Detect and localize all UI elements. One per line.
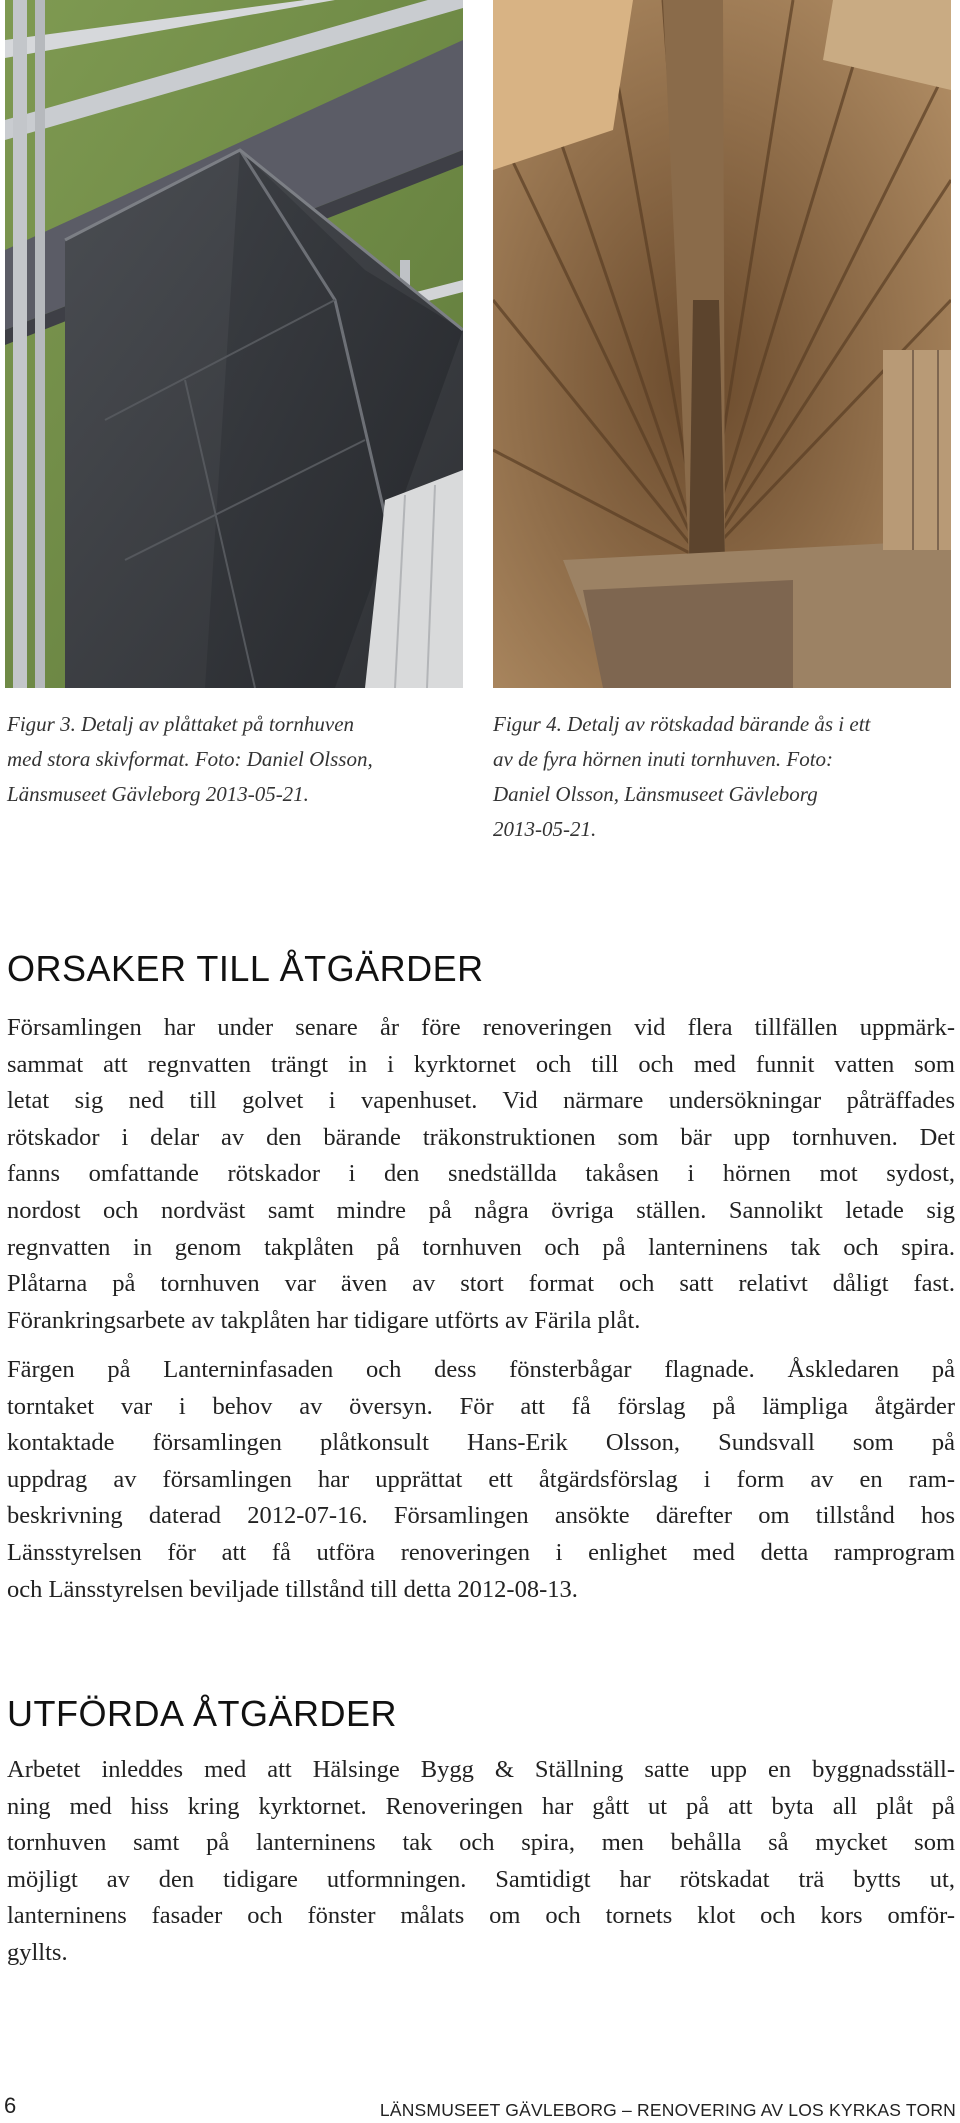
text-line: kontaktade församlingen plåtkonsult Hans-Erik Olsson, Sundsvall som på xyxy=(7,1429,955,1457)
paragraph-orsaker-2 xyxy=(7,1352,955,1608)
text-line: letat sig ned till golvet i vapenhuset. Vid närmare undersökningar påträffades xyxy=(7,1087,955,1115)
figure-3-photo xyxy=(5,0,463,688)
page-number: 6 xyxy=(4,2093,17,2118)
text-line: torntaket var i behov av översyn. För att få förslag på lämpliga åtgärder xyxy=(7,1392,955,1420)
running-title: LÄNSMUSEET GÄVLEBORG – RENOVERING AV LOS KYRKAS TORN xyxy=(379,2100,956,2120)
text-line: beskrivning daterad 2012-07-16. Församlingen ansökte därefter om tillstånd hos xyxy=(7,1502,955,1530)
caption-line: av de fyra hörnen inuti tornhuven. Foto: xyxy=(493,747,834,771)
section-heading-utforda: UTFÖRDA ÅTGÄRDER xyxy=(7,1693,398,1734)
text-line: fanns omfattande rötskador i den snedställda takåsen i hörnen mot sydost, xyxy=(7,1160,955,1188)
text-line: Församlingen har under senare år före renoveringen vid flera tillfällen uppmärk- xyxy=(7,1014,955,1041)
text-line: tornhuven samt på lanterninens tak och spira, men behålla så mycket som xyxy=(7,1829,955,1857)
caption-line: Figur 3. Detalj av plåttaket på tornhuven xyxy=(7,712,355,736)
caption-line: Daniel Olsson, Länsmuseet Gävleborg xyxy=(493,782,818,806)
figure-4-caption xyxy=(493,707,953,847)
text-line: ning med hiss kring kyrktornet. Renoveringen har gått ut på att byta all plåt på xyxy=(7,1792,955,1820)
text-line: nordost och nordväst samt mindre på några övriga ställen. Sannolikt letade sig xyxy=(7,1196,955,1224)
caption-line: Länsmuseet Gävleborg 2013-05-21. xyxy=(7,782,309,806)
roof-plates-image xyxy=(5,0,463,688)
paragraph-utforda-1 xyxy=(7,1752,955,1972)
paragraph-orsaker-1 xyxy=(7,1010,955,1339)
caption-line: Figur 4. Detalj av rötskadad bärande ås i ett xyxy=(493,712,871,736)
caption-line: 2013-05-21. xyxy=(493,817,597,841)
text-line: uppdrag av församlingen har upprättat ett åtgärdsförslag i form av en ram- xyxy=(7,1465,955,1493)
text-line: Förankringsarbete av takplåten har tidigare utförts av Färila plåt. xyxy=(7,1306,641,1334)
text-line: sammat att regnvatten trängt in i kyrktornet och till och med funnit vatten som xyxy=(7,1050,955,1078)
text-line: Länsstyrelsen för att få utföra renoveringen i enlighet med detta ramprogram xyxy=(7,1538,955,1566)
text-line: rötskador i delar av den bärande träkonstruktionen som bär upp tornhuven. Det xyxy=(7,1123,955,1151)
text-line: regnvatten in genom takplåten på tornhuven och på lanterninens tak och spira. xyxy=(7,1233,955,1261)
text-line: gyllts. xyxy=(7,1938,68,1966)
text-line: Färgen på Lanterninfasaden och dess fönsterbågar flagnade. Åskledaren på xyxy=(7,1356,955,1383)
text-line: möjligt av den tidigare utformningen. Samtidigt har rötskadat trä bytts ut, xyxy=(7,1865,955,1893)
text-line: Arbetet inleddes med att Hälsinge Bygg & Ställning satte upp en byggnadsställ- xyxy=(7,1756,955,1783)
figure-4-photo xyxy=(493,0,951,688)
section-heading-orsaker: ORSAKER TILL ÅTGÄRDER xyxy=(7,948,484,989)
text-line: och Länsstyrelsen beviljade tillstånd till detta 2012-08-13. xyxy=(7,1575,578,1603)
figure-3-caption xyxy=(7,707,457,812)
rotten-rafter-image xyxy=(493,0,951,688)
text-line: lanterninens fasader och fönster målats om och tornets klot och kors omför- xyxy=(7,1902,955,1930)
caption-line: med stora skivformat. Foto: Daniel Olsson, xyxy=(7,747,373,771)
text-line: Plåtarna på tornhuven var även av stort format och satt relativt dåligt fast. xyxy=(7,1270,955,1298)
